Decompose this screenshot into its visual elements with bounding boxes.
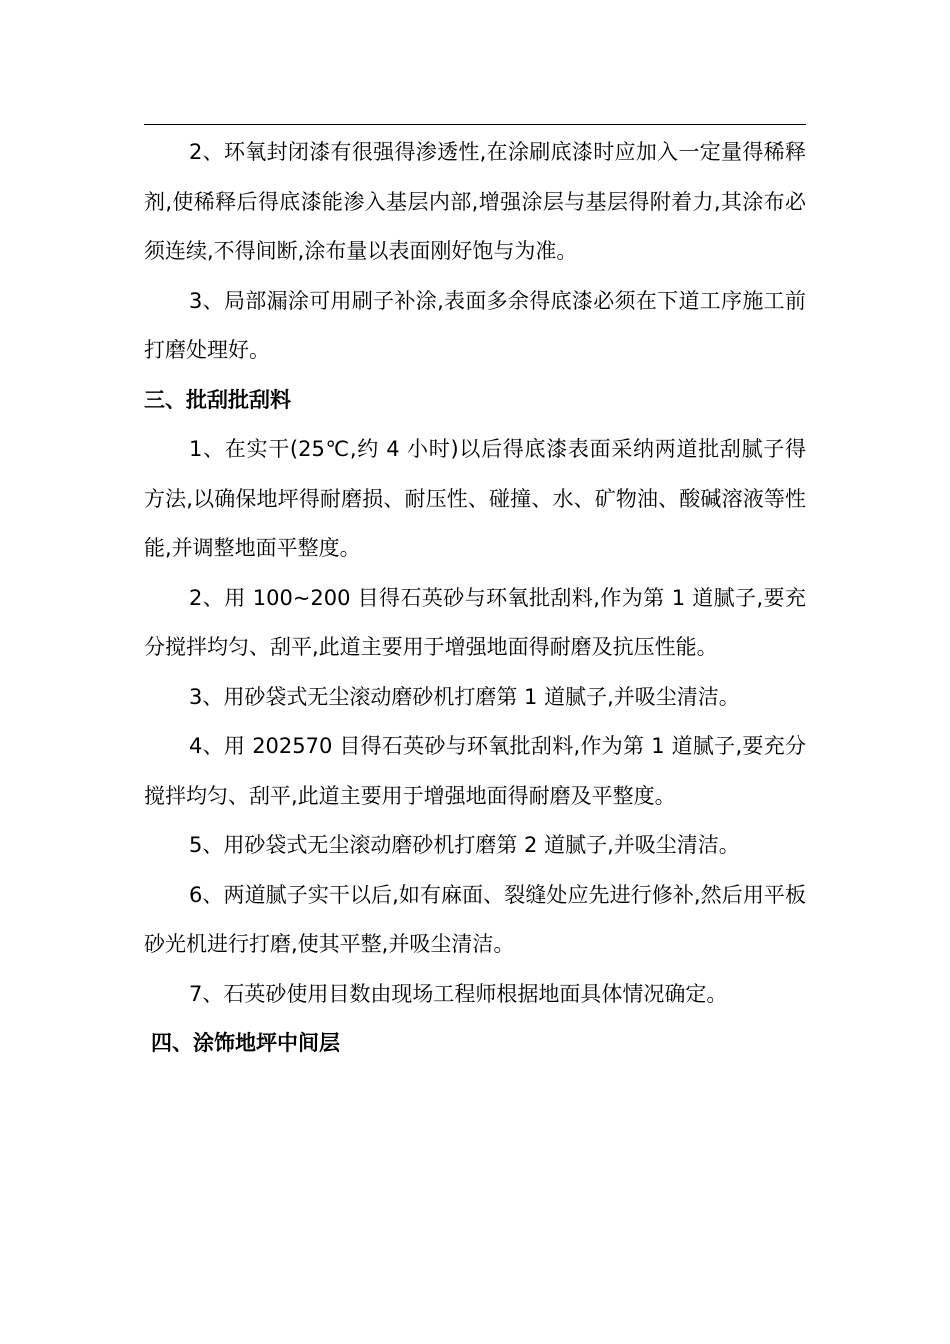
section-heading-middle-coat: 四、涂饰地坪中间层 [151, 1031, 340, 1055]
section-heading-putty: 三、批刮批刮料 [144, 387, 291, 412]
paragraph-sand-first-putty: 3、用砂袋式无尘滚动磨砂机打磨第 1 道腻子,并吸尘清洁。 [189, 684, 740, 709]
document-body [144, 128, 806, 1069]
header-rule [144, 124, 806, 125]
paragraph-repair-and-sand: 6、两道腻子实干以后,如有麻面、裂缝处应先进行修补,然后用平板砂光机进行打磨,使其平整,并吸尘清洁。 [144, 882, 806, 956]
paragraph-sand-second-putty: 5、用砂袋式无尘滚动磨砂机打磨第 2 道腻子,并吸尘清洁。 [189, 833, 740, 857]
paragraph-second-putty: 4、用 202570 目得石英砂与环氧批刮料,作为第 1 道腻子,要充分搅拌均匀、刮平,此道主要用于增强地面得耐磨及平整度。 [144, 734, 806, 808]
paragraph-putty-method: 1、在实干(25℃,约 4 小时)以后得底漆表面采纳两道批刮腻子得方法,以确保地坪得耐磨损、耐压性、碰撞、水、矿物油、酸碱溶液等性能,并调整地面平整度。 [144, 437, 806, 560]
paragraph-primer-touchup: 3、局部漏涂可用刷子补涂,表面多余得底漆必须在下道工序施工前打磨处理好。 [144, 288, 806, 362]
paragraph-mesh-selection: 7、石英砂使用目数由现场工程师根据地面具体情况确定。 [189, 981, 728, 1006]
paragraph-primer-penetration: 2、环氧封闭漆有很强得渗透性,在涂刷底漆时应加入一定量得稀释剂,使稀释后得底漆能渗入基层内部,增强涂层与基层得附着力,其涂布必须连续,不得间断,涂布量以表面刚好饱与为准。 [144, 140, 806, 263]
paragraph-first-putty: 2、用 100~200 目得石英砂与环氧批刮料,作为第 1 道腻子,要充分搅拌均匀、刮平,此道主要用于增强地面得耐磨及抗压性能。 [144, 585, 806, 659]
